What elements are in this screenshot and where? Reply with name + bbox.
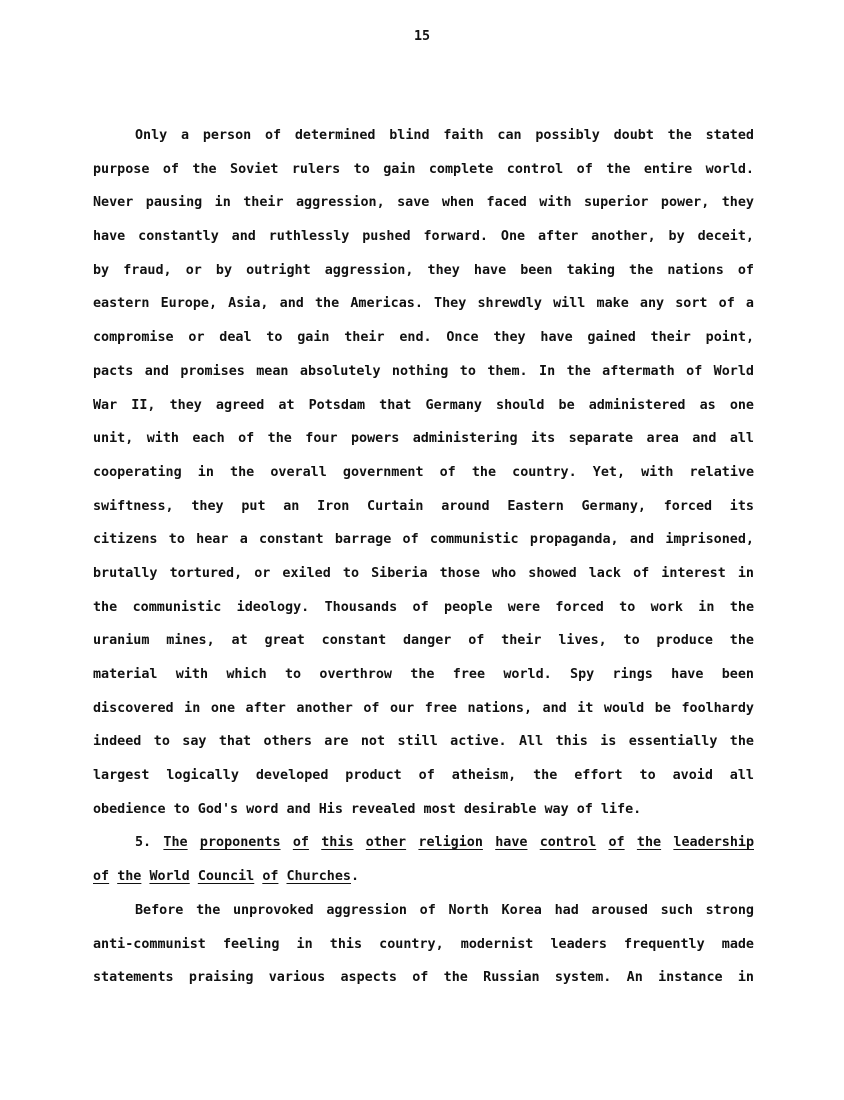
- text-line: statements praising various aspects of the Russian system. An instance in: [93, 970, 754, 986]
- text-line: Only a person of determined blind faith can possibly doubt the stated: [135, 128, 754, 143]
- section-heading-line: [93, 867, 754, 901]
- text-line: largest logically developed product of atheism, the effort to avoid all: [93, 768, 754, 784]
- text-line: purpose of the Soviet rulers to gain complete control of the entire world.: [93, 161, 754, 177]
- text-line: material with which to overthrow the free world. Spy rings have been: [93, 667, 754, 682]
- heading-word: control: [539, 835, 597, 851]
- text-line: anti-communist feeling in this country, modernist leaders frequently made: [93, 936, 754, 952]
- text-line: by fraud, or by outright aggression, they have been taking the nations of: [93, 262, 754, 278]
- text-line: the communistic ideology. Thousands of people were forced to work in the: [93, 599, 754, 615]
- body-text: [93, 126, 754, 1002]
- heading-word: the: [636, 835, 662, 851]
- heading-word: have: [495, 835, 528, 851]
- text-line: War II, they agreed at Potsdam that Germany should be administered as one: [93, 397, 754, 413]
- heading-number: 5.: [135, 835, 152, 851]
- text-line: cooperating in the overall government of the country. Yet, with relative: [93, 464, 754, 480]
- text-line: eastern Europe, Asia, and the Americas. They shrewdly will make any sort of a: [93, 296, 754, 312]
- heading-word: proponents: [199, 835, 281, 851]
- text-line: swiftness, they put an Iron Curtain around Eastern Germany, forced its: [93, 498, 754, 514]
- heading-word: the: [117, 869, 142, 885]
- text-line: unit, with each of the four powers administering its separate area and all: [93, 431, 754, 447]
- heading-end-punct: .: [351, 869, 360, 885]
- heading-word: leadership: [673, 835, 754, 851]
- text-line: discovered in one after another of our free nations, and it would be foolhardy: [93, 700, 754, 716]
- text-line: uranium mines, at great constant danger of their lives, to produce the: [93, 633, 754, 649]
- heading-word: of: [292, 835, 309, 851]
- heading-word: The: [163, 835, 188, 851]
- text-line: have constantly and ruthlessly pushed forward. One after another, by deceit,: [93, 229, 754, 245]
- text-line: obedience to God's word and His revealed most desirable way of life.: [93, 801, 642, 817]
- heading-word: other: [365, 835, 407, 851]
- text-line: Before the unprovoked aggression of North Korea had aroused such strong: [135, 902, 754, 918]
- heading-word: Council: [197, 869, 255, 885]
- heading-word: of: [262, 869, 279, 885]
- text-line: indeed to say that others are not still active. All this is essentially the: [93, 734, 754, 750]
- heading-word: this: [321, 835, 354, 851]
- heading-word: of: [93, 869, 110, 885]
- heading-word: World: [149, 869, 190, 885]
- heading-word: religion: [418, 835, 483, 851]
- text-line: Never pausing in their aggression, save when faced with superior power, they: [93, 195, 754, 211]
- heading-word: of: [608, 835, 625, 851]
- text-line: compromise or deal to gain their end. Once they have gained their point,: [93, 330, 754, 346]
- page-number: 15: [413, 29, 431, 44]
- text-line: pacts and promises mean absolutely nothing to them. In the aftermath of World: [93, 363, 754, 379]
- section-heading-line: [93, 833, 754, 867]
- text-line: brutally tortured, or exiled to Siberia those who showed lack of interest in: [93, 565, 754, 581]
- heading-word: Churches: [286, 869, 351, 885]
- text-line: citizens to hear a constant barrage of communistic propaganda, and imprisoned,: [93, 532, 754, 548]
